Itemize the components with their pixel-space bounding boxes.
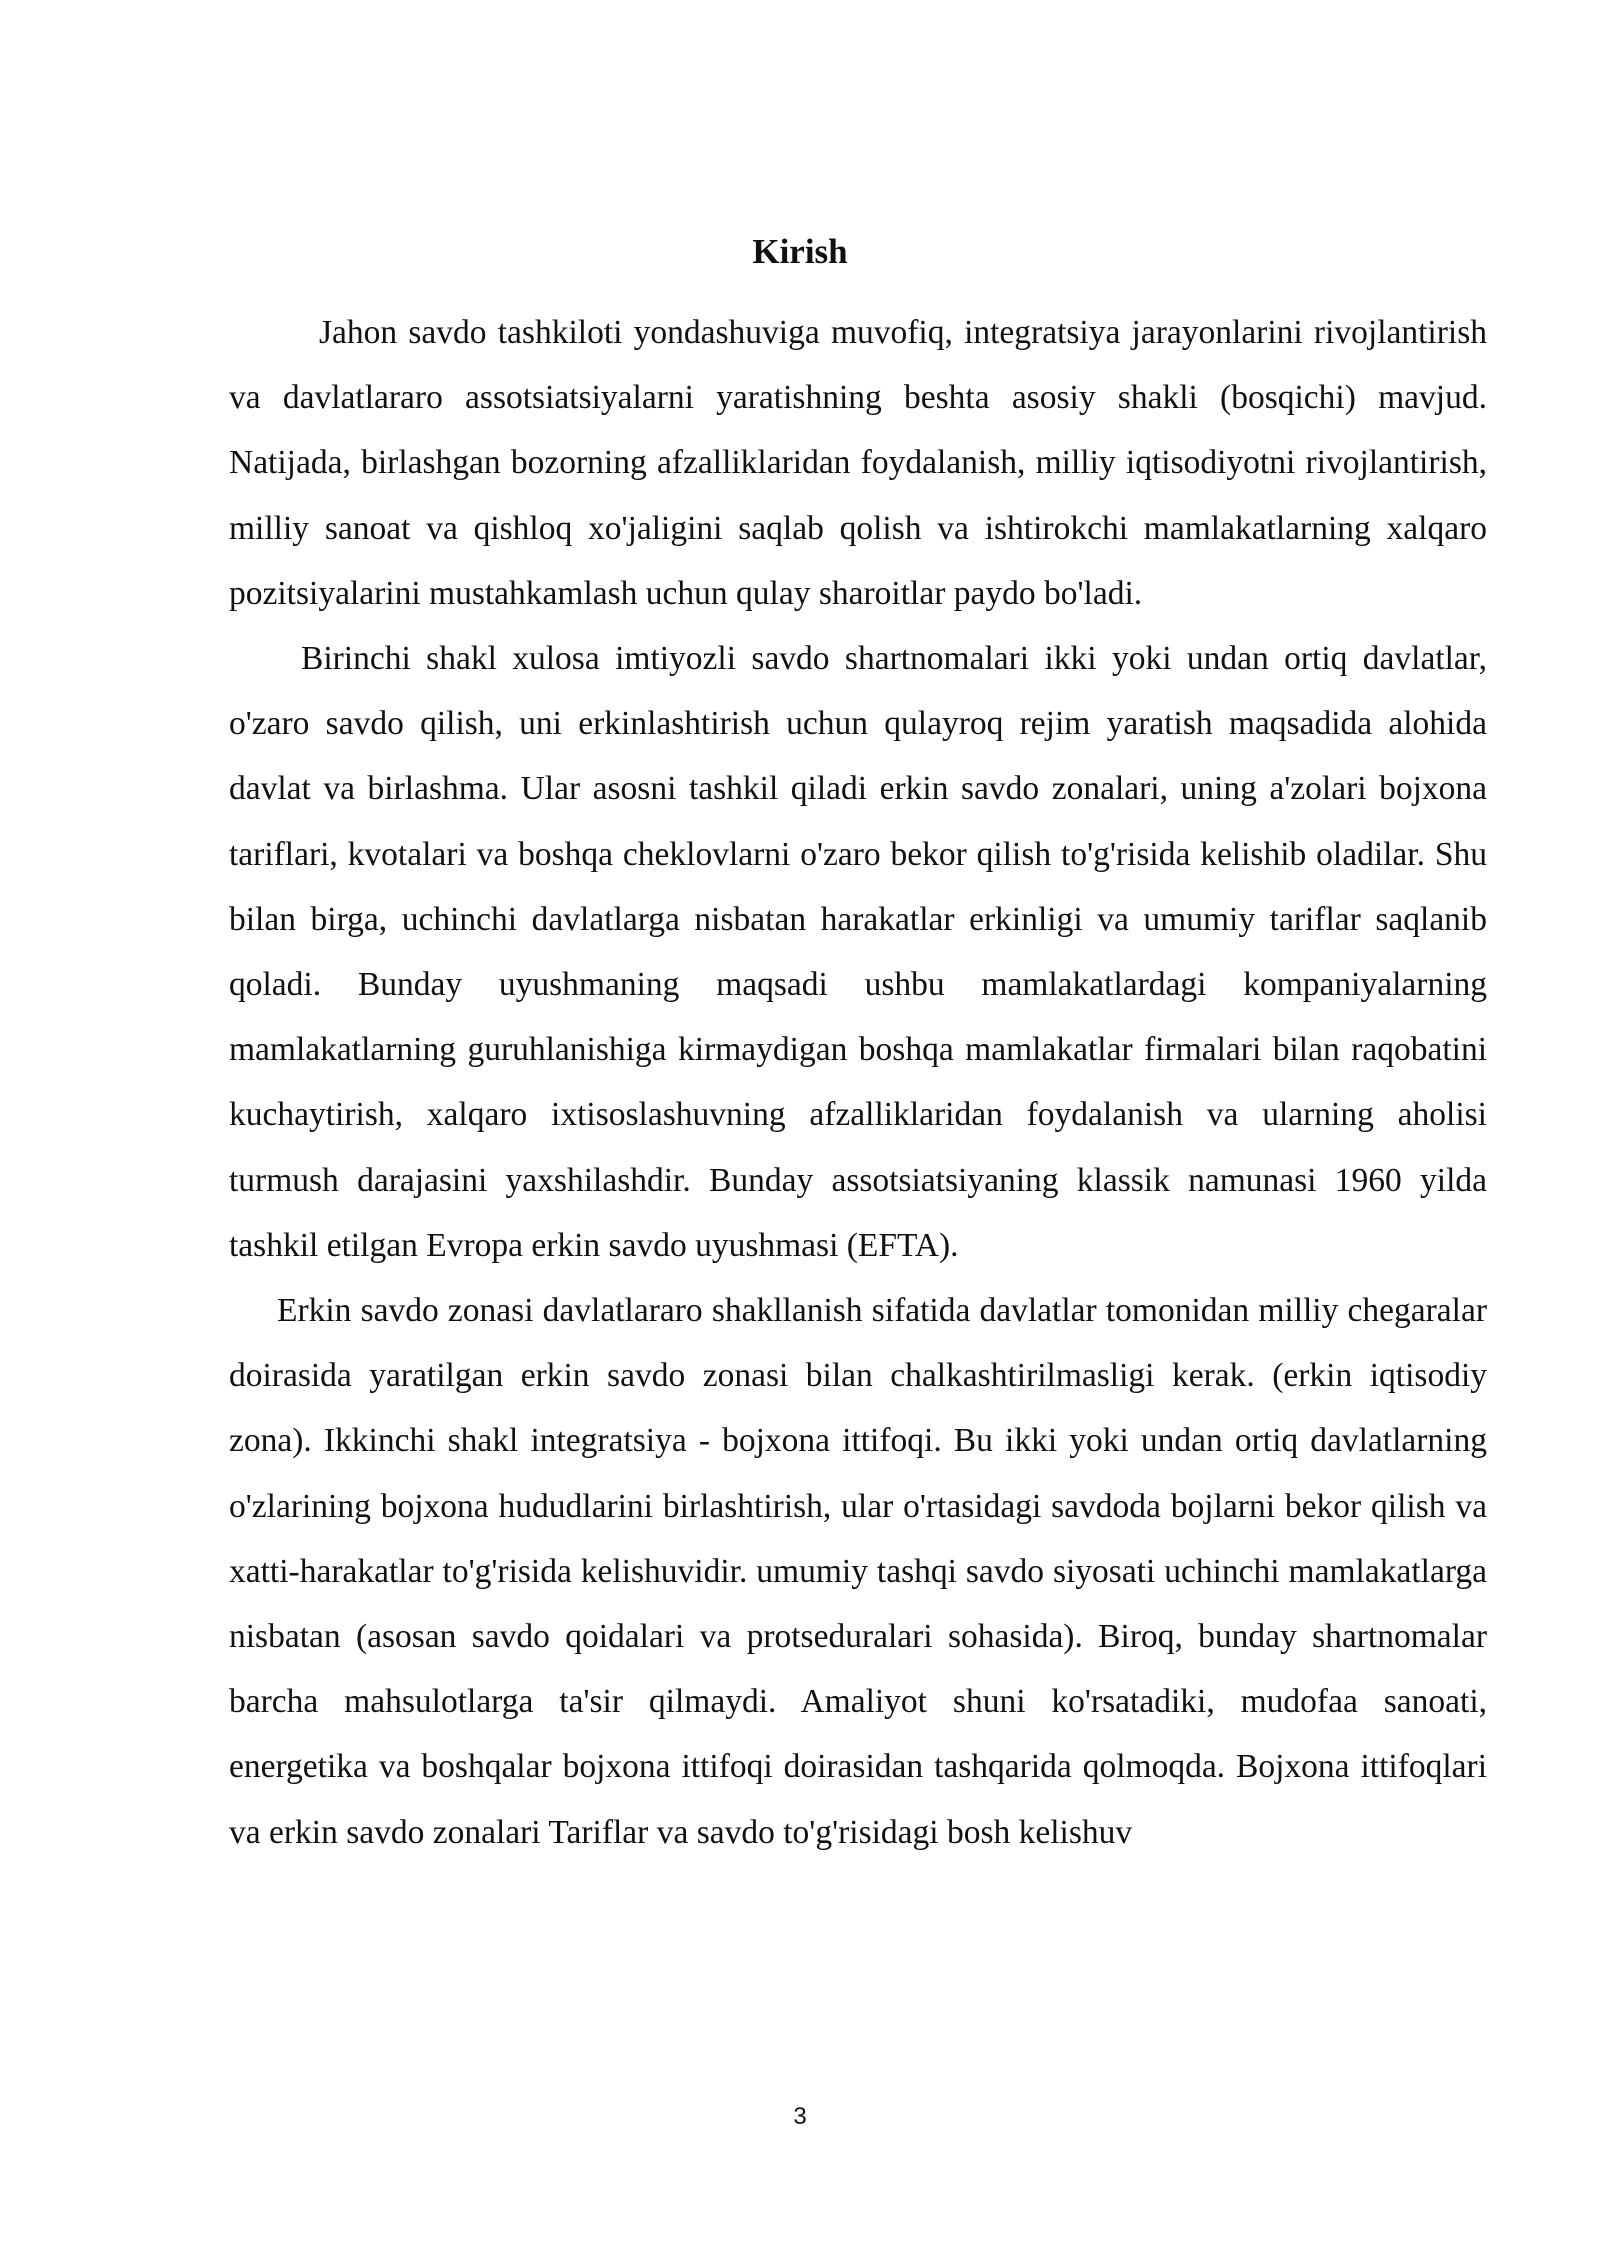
paragraph-3: Erkin savdo zonasi davlatlararo shakllanish sifatida davlatlar tomonidan milliy chegaralar doirasida yaratilgan erkin savdo zonasi bilan chalkashtirilmasligi kerak. (erkin iqtisodiy zona). Ikkinchi shakl integratsiya - bojxona ittifoqi. Bu ikki yoki undan ortiq davlatlarning o'zlarining bojxona hududlarini birlashtirish, ular o'rtasidagi savdoda bojlarni bekor qilish va xatti-harakatlar to'g'risida kelishuvidir. umumiy tashqi savdo siyosati uchinchi mamlakatlarga nisbatan (asosan savdo qoidalari va protseduralari sohasida). Biroq, bunday shartnomalar barcha mahsulotlarga ta'sir qilmaydi. Amaliyot shuni ko'rsatadiki, mudofaa sanoati, energetika va boshqalar bojxona ittifoqi doirasidan tashqarida qolmoqda. Bojxona ittifoqlari va erkin savdo zonalari Tariflar va savdo to'g'risidagi bosh kelishuv xyxy=(229,1292,1487,1851)
body-text xyxy=(229,300,1487,1865)
paragraph-1: Jahon savdo tashkiloti yondashuviga muvofiq, integratsiya jarayonlarini rivojlantirish va davlatlararo assotsiatsiyalarni yaratishning beshta asosiy shakli (bosqichi) mavjud. Natijada, birlashgan bozorning afzalliklaridan foydalanish, milliy iqtisodiyotni rivojlantirish, milliy sanoat va qishloq xo'jaligini saqlab qolish va ishtirokchi mamlakatlarning xalqaro pozitsiyalarini mustahkamlash uchun qulay sharoitlar paydo bo'ladi. xyxy=(229,314,1487,612)
paragraph-2: Birinchi shakl xulosa imtiyozli savdo shartnomalari ikki yoki undan ortiq davlatlar, o'zaro savdo qilish, uni erkinlashtirish uchun qulayroq rejim yaratish maqsadida alohida davlat va birlashma. Ular asosni tashkil qiladi erkin savdo zonalari, uning a'zolari bojxona tariflari, kvotalari va boshqa cheklovlarni o'zaro bekor qilish to'g'risida kelishib oladilar. Shu bilan birga, uchinchi davlatlarga nisbatan harakatlar erkinligi va umumiy tariflar saqlanib qoladi. Bunday uyushmaning maqsadi ushbu mamlakatlardagi kompaniyalarning mamlakatlarning guruhlanishiga kirmaydigan boshqa mamlakatlar firmalari bilan raqobatini kuchaytirish, xalqaro ixtisoslashuvning afzalliklaridan foydalanish va ularning aholisi turmush darajasini yaxshilashdir. Bunday assotsiatsiyaning klassik namunasi 1960 yilda tashkil etilgan Evropa erkin savdo uyushmasi (EFTA). xyxy=(229,640,1487,1264)
page-title: Kirish xyxy=(752,232,848,271)
page-number: 3 xyxy=(793,2103,807,2130)
